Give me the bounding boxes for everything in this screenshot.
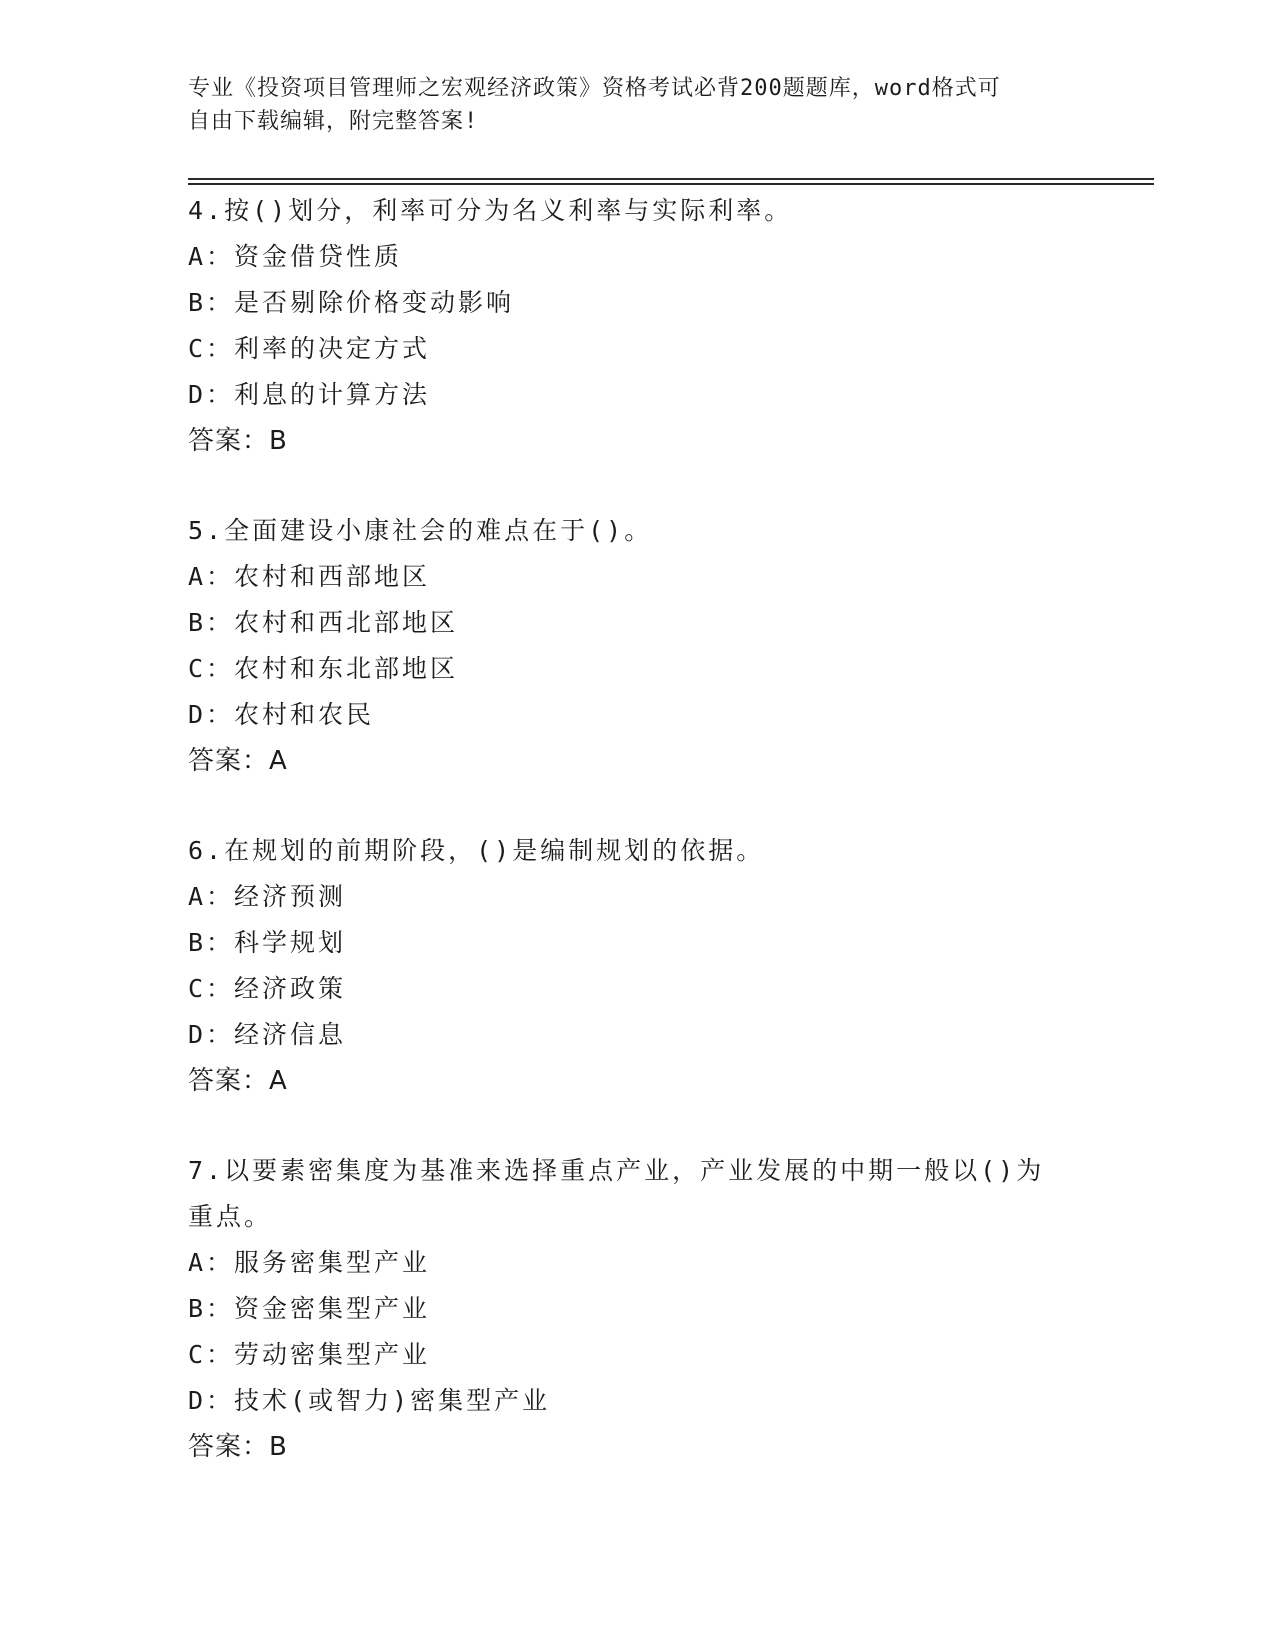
answer: 答案：B	[188, 426, 288, 456]
header-title-line-1: 专业《投资项目管理师之宏观经济政策》资格考试必背200题题库，word格式可	[188, 76, 1001, 101]
option-d: D：技术(或智力)密集型产业	[188, 1386, 551, 1415]
option-d: D：利息的计算方法	[188, 380, 431, 409]
option-c: C：经济政策	[188, 974, 347, 1003]
header-divider-bottom	[188, 183, 1154, 185]
option-c: C：利率的决定方式	[188, 334, 431, 363]
question-6	[188, 828, 1068, 1104]
answer: 答案：A	[188, 1066, 288, 1096]
question-stem-line-2: 重点。	[188, 1202, 273, 1231]
header-divider-top	[188, 178, 1154, 180]
question-stem-line-1: 7.以要素密集度为基准来选择重点产业，产业发展的中期一般以()为	[188, 1156, 1045, 1185]
option-a: A：农村和西部地区	[188, 562, 431, 591]
question-7	[188, 1148, 1068, 1470]
option-b: B：资金密集型产业	[188, 1294, 431, 1323]
question-stem: 6.在规划的前期阶段，()是编制规划的依据。	[188, 836, 765, 865]
option-b: B：是否剔除价格变动影响	[188, 288, 515, 317]
option-d: D：农村和农民	[188, 700, 375, 729]
question-4	[188, 188, 1068, 464]
question-5	[188, 508, 1068, 784]
document-header	[188, 72, 1068, 138]
answer: 答案：A	[188, 746, 288, 776]
option-a: A：服务密集型产业	[188, 1248, 431, 1277]
option-d: D：经济信息	[188, 1020, 347, 1049]
option-b: B：农村和西北部地区	[188, 608, 459, 637]
header-title-line-2: 自由下载编辑，附完整答案!	[188, 109, 479, 134]
option-c: C：农村和东北部地区	[188, 654, 459, 683]
option-c: C：劳动密集型产业	[188, 1340, 431, 1369]
option-a: A：资金借贷性质	[188, 242, 403, 271]
question-stem: 4.按()划分，利率可分为名义利率与实际利率。	[188, 196, 793, 225]
question-stem: 5.全面建设小康社会的难点在于()。	[188, 516, 653, 545]
option-a: A：经济预测	[188, 882, 347, 911]
answer: 答案：B	[188, 1432, 288, 1462]
option-b: B：科学规划	[188, 928, 347, 957]
